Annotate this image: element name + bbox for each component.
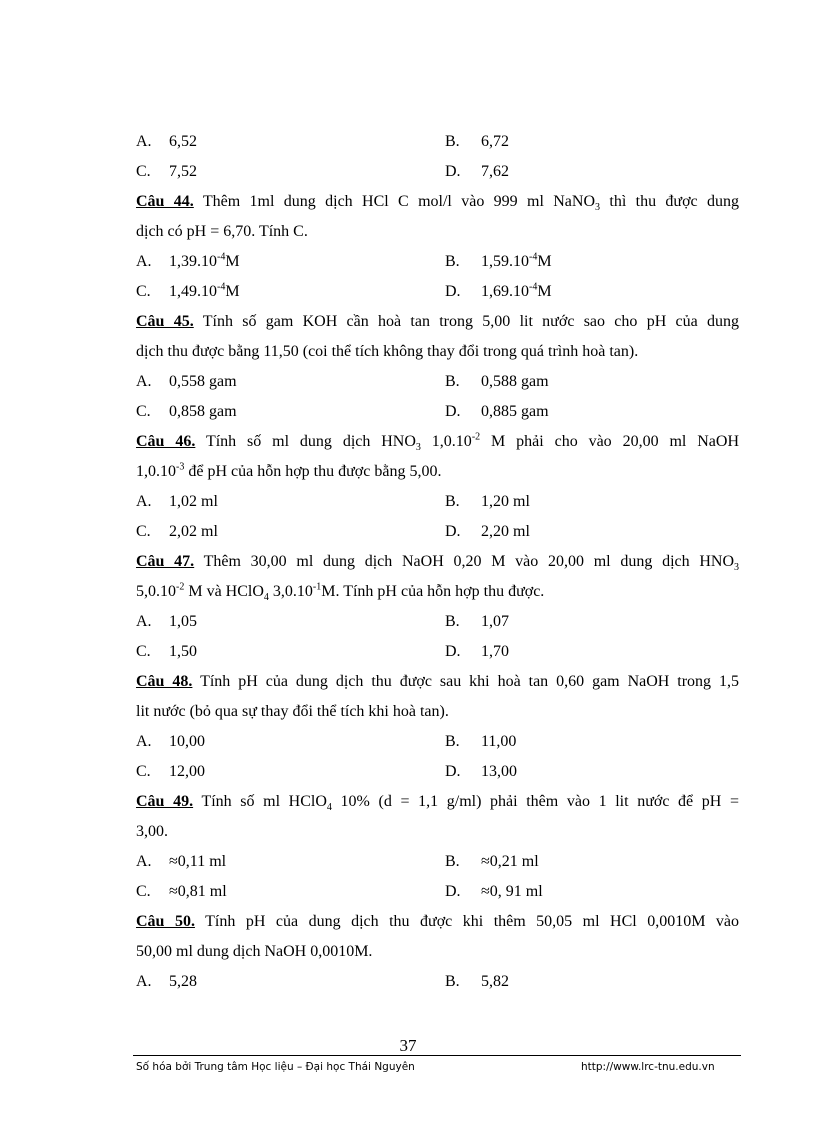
option-d: 0,885 gam	[481, 403, 549, 420]
option-a: 1,05	[169, 613, 197, 630]
question-number: Câu 44.	[136, 193, 194, 210]
document-page: A. 6,52 B. 6,72 C. 7,52 D. 7,62 Câu 44. Thêm 1ml dung dịch HCl C mol/l vào 999 ml NaNO$_3$ thì thu được dung dịch có pH = 6,70. Tính C. A. $1,39.10^{-4}M$ B. $1,59.10^{-4}M$ C. $1,49.10^{-4}M$ D. $1,69.10^{-4}M$ Câu 45. Tính số gam KOH cần hoà tan trong 5,00 lit nước sao cho pH của dung dịch thu được bằng 11,50 (coi thể tích không thay đổi trong quá trình hoà tan). A. 0,558 gam B. 0,588 gam C. 0,858 gam D. 0,885 gam Câu 46. Tính số ml dung dịch $HNO_3$ $1,0.10^{-2}$ M phải cho vào 20,00 ml NaOH $1,0.10^{-3}$ để pH của hỗn hợp thu được bằng 5,00. A. 1,02 ml B. 1,20 ml C. 2,02 ml D. 2,20 ml Câu 47. Thêm 30,00 ml dung dịch NaOH 0,20 M vào 20,00 ml dung dịch $HNO_3$ $5,0.10^{-2}$ M và HClO$_4$ $3,0.10^{-1}M$. Tính pH của hỗn hợp thu được. A. 1,05 B. 1,07 C. 1,50 D. 1,70 Câu 48. Tính pH của dung dịch thu được sau khi hoà tan 0,60 gam NaOH trong 1,5 lit nước (bỏ qua sự thay đổi thể tích khi hoà tan). A. 10,00 B. 11,00 C. 12,00 D. 13,00 Câu 49. Tính số ml HClO$_4$ 10% (d = 1,1 g/ml) phải thêm vào 1 lit nước để pH = 3,00. A. ≈0,11 ml B. ≈0,21 ml C. ≈0,81 ml D. ≈0, 91 ml Câu 50. Tính pH của dung dịch thu được khi thêm 50,05 ml HCl 0,0010M vào 50,00 ml dung dịch NaOH 0,0010M. A. 5,28 B. 5,82 37 Số hóa bởi Trung tâm Học liệu – Đại học Thái Nguyên http://www.lrc-tnu.edu.vn	[0, 0, 816, 1123]
question-46-line-2: $1,0.10^{-3}$ để pH của hỗn hợp thu được bằng 5,00.	[136, 461, 442, 480]
option-d: ≈0, 91 ml	[481, 883, 543, 900]
approx-symbol: ≈	[481, 883, 490, 900]
option-b: 0,588 gam	[481, 373, 549, 390]
question-48-line-1: Câu 48. Tính pH của dung dịch thu được sau khi hoà tan 0,60 gam NaOH trong 1,5	[136, 673, 740, 690]
question-number: Câu 47.	[136, 553, 195, 570]
option-d: 7,62	[481, 163, 509, 180]
option-b: 6,72	[481, 133, 509, 150]
question-number: Câu 45.	[136, 313, 194, 330]
option-b: 11,00	[481, 733, 517, 750]
option-label-c: C.	[136, 163, 151, 180]
question-49-line-1: Câu 49. Tính số ml HClO$_4$ 10% (d = 1,1 g/ml) phải thêm vào 1 lit nước để pH =	[136, 793, 740, 814]
approx-symbol: ≈	[169, 883, 178, 900]
option-c: 2,02 ml	[169, 523, 218, 540]
option-d: 13,00	[481, 763, 517, 780]
question-number: Câu 46.	[136, 433, 196, 450]
option-b: 1,07	[481, 613, 509, 630]
page-number: 37	[399, 1036, 417, 1055]
question-48-line-2: lit nước (bỏ qua sự thay đổi thể tích khi hoà tan).	[136, 703, 449, 720]
option-c: ≈0,81 ml	[169, 883, 227, 900]
question-45-line-2: dịch thu được bằng 11,50 (coi thể tích không thay đổi trong quá trình hoà tan).	[136, 343, 639, 360]
option-a: 5,28	[169, 973, 197, 990]
option-c: 12,00	[169, 763, 205, 780]
option-label-b: B.	[445, 133, 460, 150]
question-number: Câu 50.	[136, 913, 195, 930]
question-46-line-1: Câu 46. Tính số ml dung dịch $HNO_3$ $1,0.10^{-2}$ M phải cho vào 20,00 ml NaOH	[136, 431, 739, 454]
question-50-line-1: Câu 50. Tính pH của dung dịch thu được khi thêm 50,05 ml HCl 0,0010M vào	[136, 913, 740, 930]
option-a: 10,00	[169, 733, 205, 750]
option-a: 6,52	[169, 133, 197, 150]
option-c: 1,50	[169, 643, 197, 660]
option-a: 1,02 ml	[169, 493, 218, 510]
option-d: $1,69.10^{-4}M$	[481, 281, 552, 300]
question-47-line-2: $5,0.10^{-2}$ M và HClO$_4$ $3,0.10^{-1}M$. Tính pH của hỗn hợp thu được.	[136, 581, 545, 604]
option-a: $1,39.10^{-4}M$	[169, 251, 240, 270]
option-b: $1,59.10^{-4}M$	[481, 251, 552, 270]
option-c: $1,49.10^{-4}M$	[169, 281, 240, 300]
question-number: Câu 49.	[136, 793, 194, 810]
option-b: 1,20 ml	[481, 493, 530, 510]
option-d: 2,20 ml	[481, 523, 530, 540]
question-44-line-2: dịch có pH = 6,70. Tính C.	[136, 223, 308, 240]
option-label-a: A.	[136, 133, 152, 150]
option-a: 0,558 gam	[169, 373, 237, 390]
footer-divider	[133, 1055, 741, 1056]
option-label-d: D.	[445, 163, 461, 180]
question-50-line-2: 50,00 ml dung dịch NaOH 0,0010M.	[136, 943, 373, 960]
option-b: ≈0,21 ml	[481, 853, 539, 870]
option-d: 1,70	[481, 643, 509, 660]
question-number: Câu 48.	[136, 673, 193, 690]
option-b: 5,82	[481, 973, 509, 990]
approx-symbol: ≈	[481, 853, 490, 870]
question-44-line-1: Câu 44. Thêm 1ml dung dịch HCl C mol/l vào 999 ml NaNO$_3$ thì thu được dung	[136, 193, 740, 214]
question-45-line-1: Câu 45. Tính số gam KOH cần hoà tan trong 5,00 lit nước sao cho pH của dung	[136, 313, 740, 330]
footer-link[interactable]: http://www.lrc-tnu.edu.vn	[581, 1061, 715, 1073]
footer-source: Số hóa bởi Trung tâm Học liệu – Đại học Thái Nguyên	[136, 1061, 415, 1073]
option-c: 7,52	[169, 163, 197, 180]
option-a: ≈0,11 ml	[169, 853, 227, 870]
question-49-line-2: 3,00.	[136, 823, 168, 840]
option-c: 0,858 gam	[169, 403, 237, 420]
approx-symbol: ≈	[169, 853, 178, 870]
question-47-line-1: Câu 47. Thêm 30,00 ml dung dịch NaOH 0,20 M vào 20,00 ml dung dịch $HNO_3$	[136, 553, 740, 574]
